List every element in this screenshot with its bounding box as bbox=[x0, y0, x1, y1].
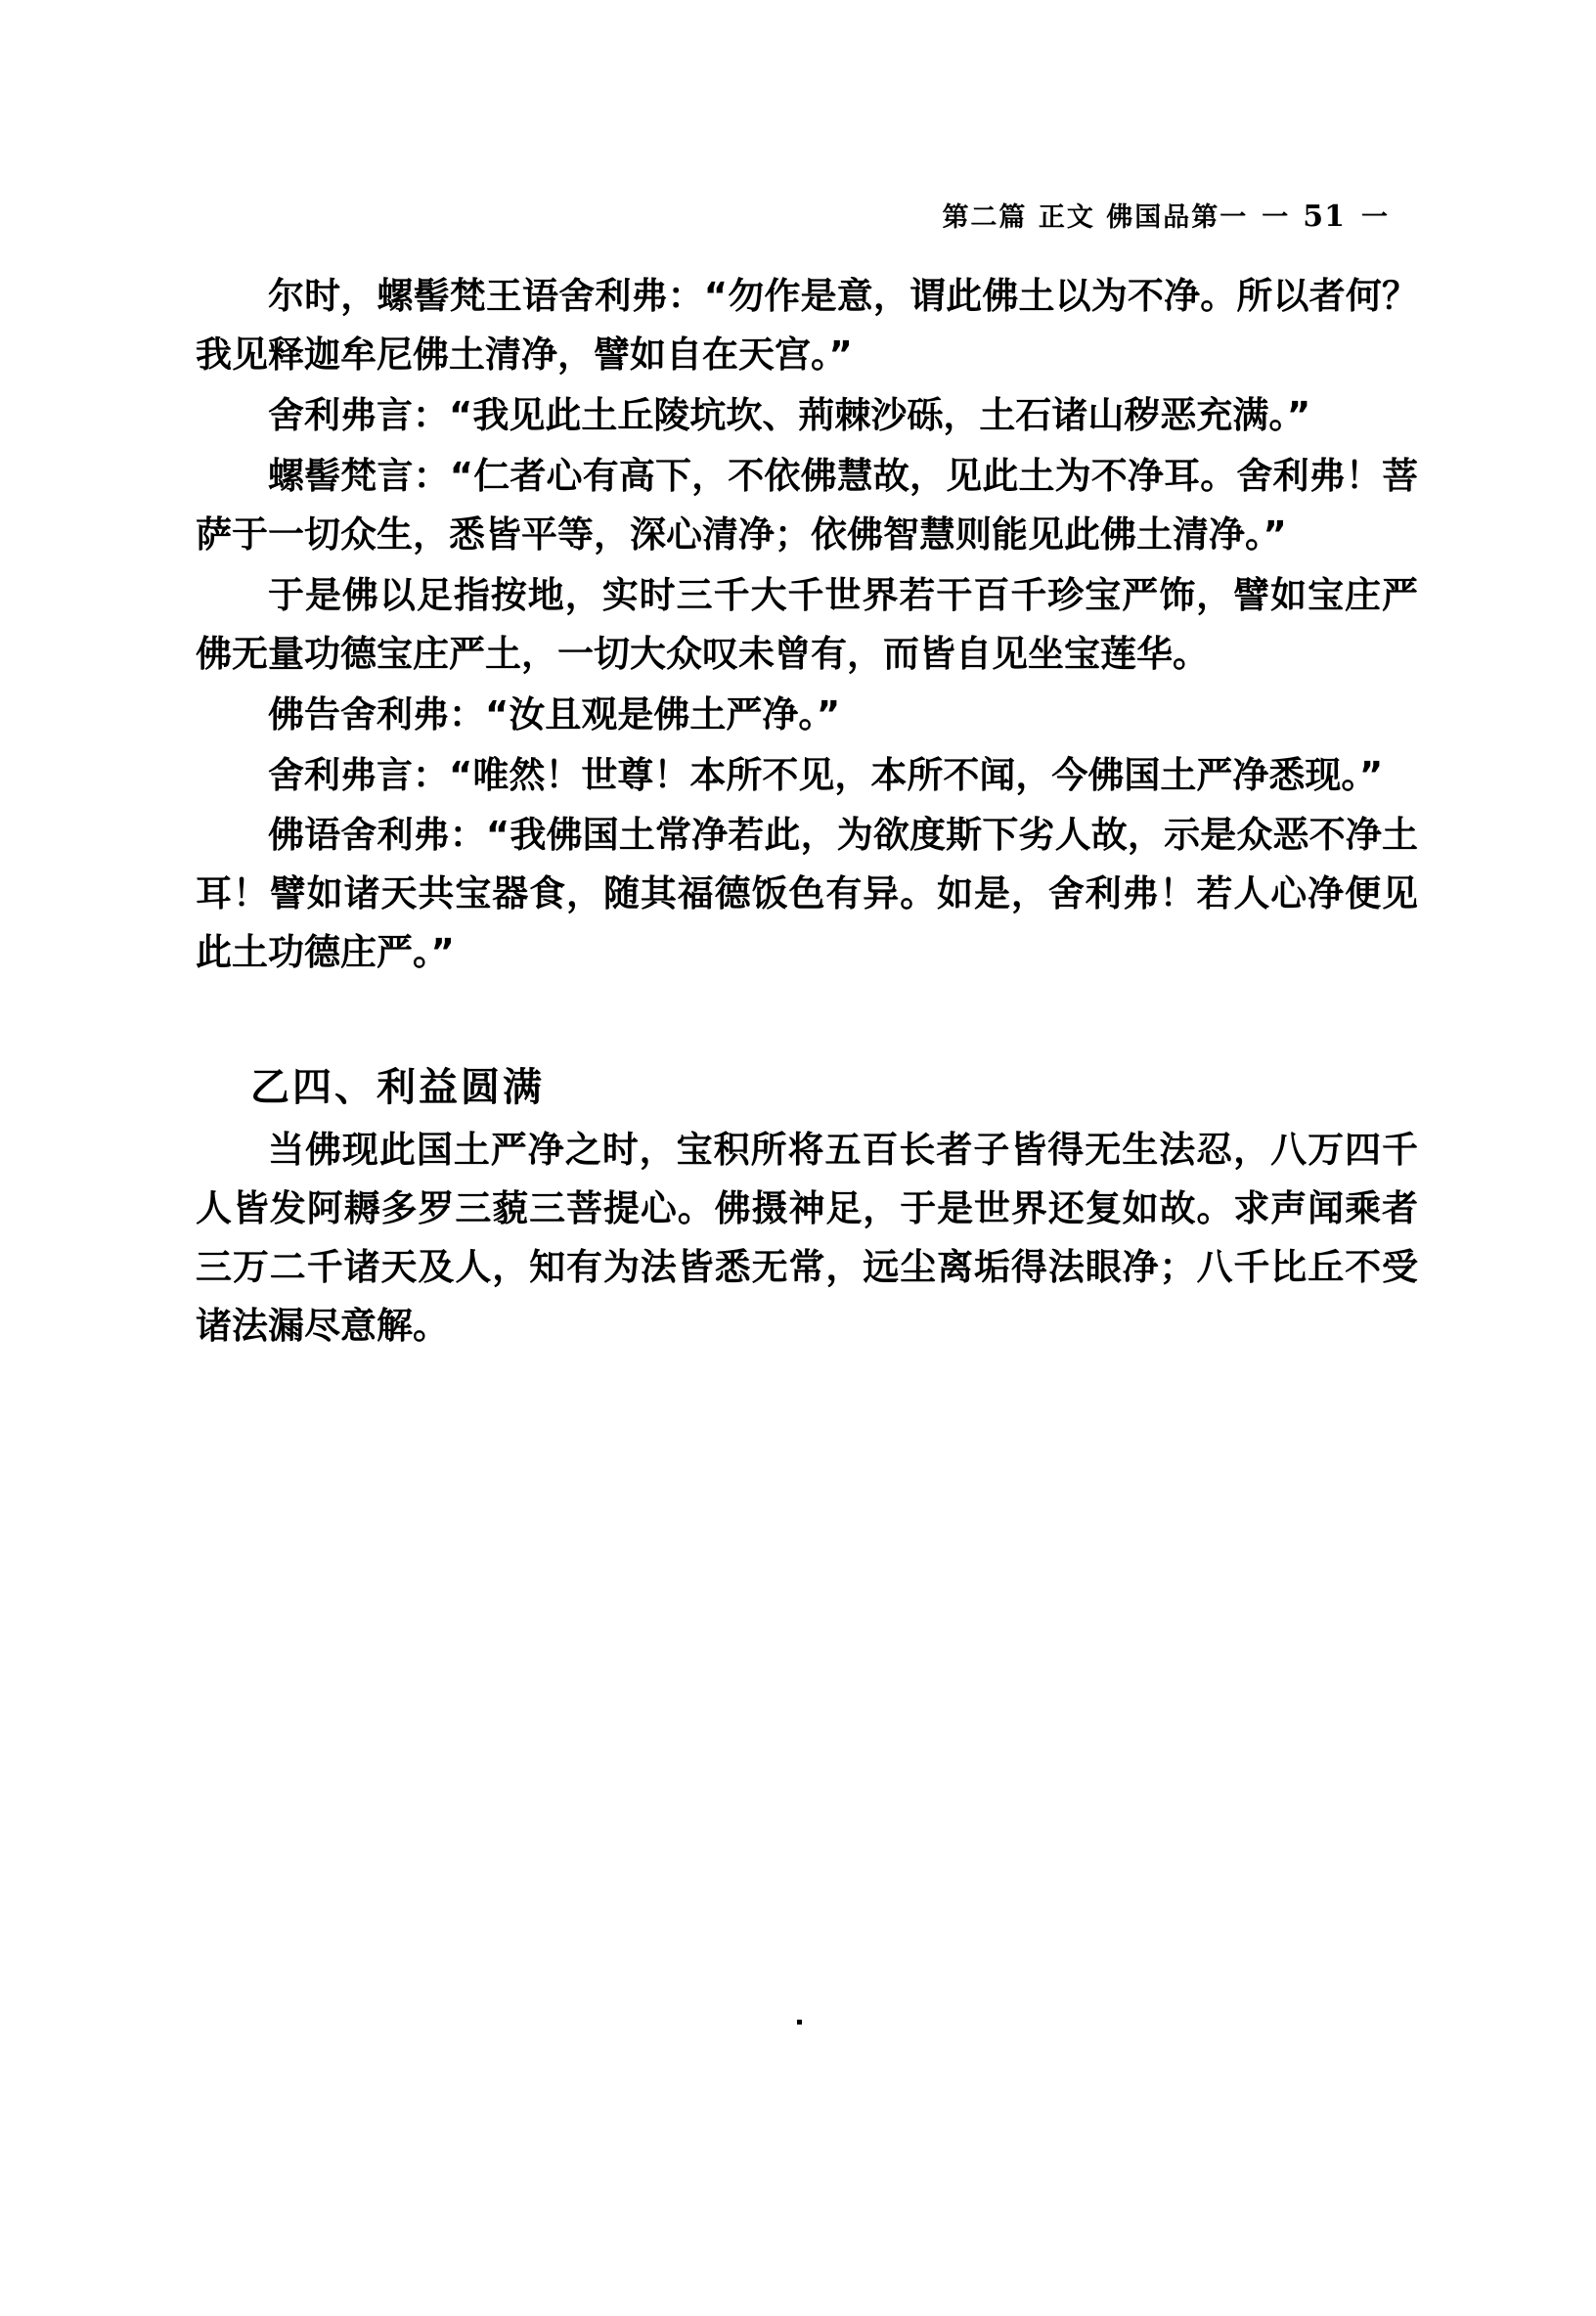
header-dash-left: 一 bbox=[1262, 202, 1290, 233]
body-text bbox=[196, 267, 1418, 1356]
paragraph: 佛告舍利弗：“汝且观是佛土严净。” bbox=[268, 692, 841, 735]
paragraph: 于是佛以足指按地，实时三千大千世界若干百千珍宝严饰，譬如宝庄严佛无量功德宝庄严土，一切大众叹未曾有，而皆自见坐宝莲华。 bbox=[196, 573, 1418, 675]
paragraph: 舍利弗言：“唯然！世尊！本所不见，本所不闻，今佛国土严净悉现。” bbox=[268, 753, 1384, 796]
paragraph: 佛语舍利弗：“我佛国土常净若此，为欲度斯下劣人故，示是众恶不净土耳！譬如诸天共宝器食，随其福德饭色有异。如是，舍利弗！若人心净便见此土功德庄严。” bbox=[196, 814, 1418, 974]
paragraph: 舍利弗言：“我见此土丘陵坑坎、荊棘沙砾，土石诸山秽恶充满。” bbox=[268, 393, 1311, 436]
running-header bbox=[196, 196, 1418, 234]
header-title: 第二篇 正文 佛国品第一 bbox=[942, 202, 1249, 233]
header-dash-right: 一 bbox=[1361, 202, 1389, 233]
section-heading: 乙四、利益圆满 bbox=[250, 1065, 545, 1111]
paragraph: 尔时，螺髻梵王语舍利弗：“勿作是意，谓此佛土以为不净。所以者何？我见释迦牟尼佛土清净，譬如自在天宫。” bbox=[196, 275, 1418, 376]
page-mark bbox=[797, 2020, 802, 2025]
page-content bbox=[196, 196, 1418, 1358]
paragraph: 螺髻梵言：“仁者心有高下，不依佛慧故，见此土为不净耳。舍利弗！菩萨于一切众生，悉皆平等，深心清净；依佛智慧则能见此佛土清净。” bbox=[196, 454, 1418, 556]
page-number: 51 bbox=[1303, 200, 1346, 234]
paragraph: 当佛现此国土严净之时，宝积所将五百长者子皆得无生法忍，八万四千人皆发阿耨多罗三藐三菩提心。佛摄神足，于是世界还复如故。求声闻乘者三万二千诸天及人，知有为法皆悉无常，远尘离垢得法眼净；八千比丘不受诸法漏尽意解。 bbox=[196, 1129, 1418, 1348]
